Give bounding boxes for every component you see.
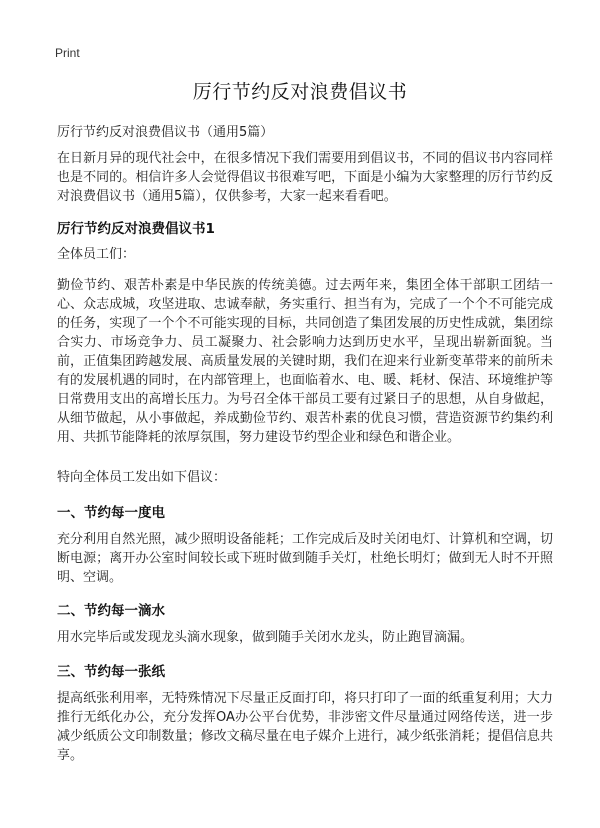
- proposal-intro: 特向全体员工发出如下倡议：: [57, 470, 227, 485]
- print-link[interactable]: Print: [55, 46, 80, 60]
- section-heading: 厉行节约反对浪费倡议书1: [57, 221, 215, 237]
- item-text-electricity: 充分利用自然光照，减少照明设备能耗；工作完成后及时关闭电灯、计算机和空调，切断电源；离开办公室时间较长或下班时做到随手关灯，杜绝长明灯；做到无人时不开照明、空调。: [57, 532, 553, 585]
- document-subtitle: 厉行节约反对浪费倡议书（通用5篇）: [57, 125, 274, 140]
- item-heading-water: 二、节约每一滴水: [57, 603, 165, 619]
- body-paragraph: 勤俭节约、艰苦朴素是中华民族的传统美德。过去两年来，集团全体干部职工团结一心、众志成城，攻坚进取、忠诚奉献，务实重行、担当有为，完成了一个个不可能完成的任务，实现了一个个不可能实现的目标，共同创造了集团发展的历史性成就，集团综合实力、市场竞争力、员工凝聚力、社会影响力达到历史水平，呈现出崭新面貌。当前，正值集团跨越发展、高质量发展的关键时期，我们在迎来行业新变革带来的前所未有的发展机遇的同时，在内部管理上，也面临着水、电、暖、耗材、保洁、环境维护等日常费用支出的高增长压力。为号召全体干部员工要有过紧日子的思想，从自身做起，从细节做起，从小事做起，养成勤俭节约、艰苦朴素的优良习惯，营造资源节约集约利用、共抓节能降耗的浓厚氛围，努力建设节约型企业和绿色和谐企业。: [57, 278, 553, 445]
- intro-paragraph: 在日新月异的现代社会中，在很多情况下我们需要用到倡议书，不同的倡议书内容同样也是不同的。相信许多人会觉得倡议书很难写吧，下面是小编为大家整理的厉行节约反对浪费倡议书（通用5篇），仅供参考，大家一起来看看吧。: [57, 151, 553, 204]
- item-heading-paper: 三、节约每一张纸: [57, 664, 165, 680]
- item-heading-electricity: 一、节约每一度电: [57, 505, 165, 521]
- salutation: 全体员工们：: [57, 247, 136, 262]
- page-title: 厉行节约反对浪费倡议书: [192, 81, 408, 103]
- item-text-paper: 提高纸张利用率，无特殊情况下尽量正反面打印，将只打印了一面的纸重复利用；大力推行无纸化办公，充分发挥OA办公平台优势，非涉密文件尽量通过网络传送，进一步减少纸质公文印制数量；修改文稿尽量在电子媒介上进行，减少纸张消耗；提倡信息共享。: [57, 691, 553, 763]
- item-text-water: 用水完毕后或发现龙头滴水现象，做到随手关闭水龙头，防止跑冒滴漏。: [57, 630, 474, 645]
